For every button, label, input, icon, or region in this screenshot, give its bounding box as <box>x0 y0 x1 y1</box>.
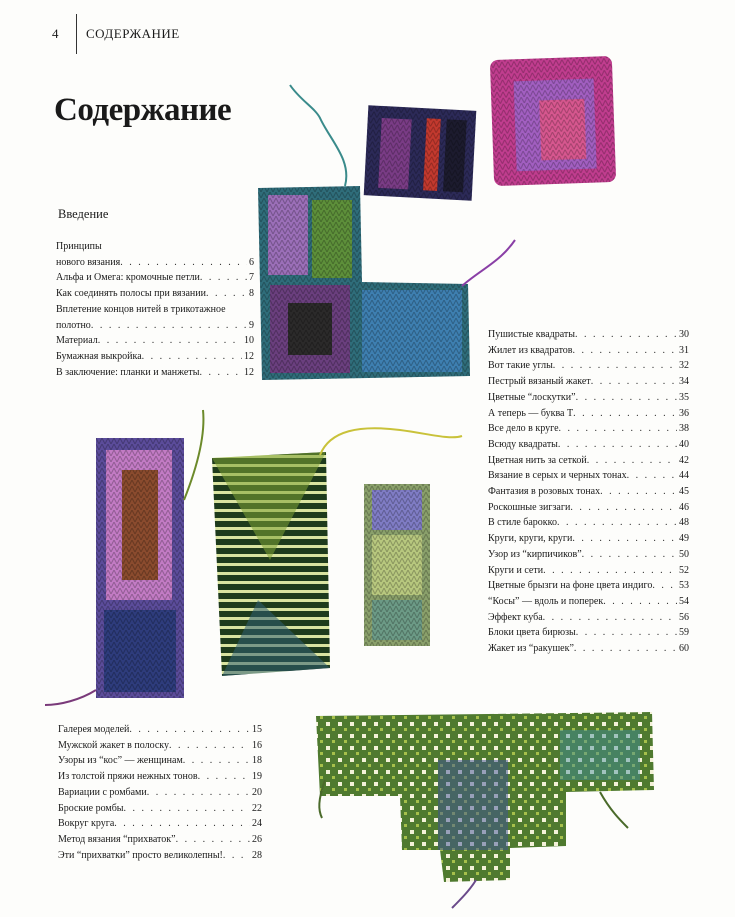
toc-entry-page: 8 <box>249 288 254 300</box>
toc-heading: Принципы <box>56 241 102 252</box>
toc-entry-page: 48 <box>679 517 689 529</box>
toc-entry-title: Вариации с ромбами <box>58 786 147 798</box>
toc-entry-page: 7 <box>249 272 254 284</box>
toc-entry-page: 10 <box>244 335 254 347</box>
toc-entry-title: Вокруг круга <box>58 818 115 830</box>
toc-entry-page: 53 <box>679 580 689 592</box>
toc-entry-title: Вязание в серых и черных тонах <box>488 470 627 482</box>
toc-entry-page: 49 <box>679 533 689 545</box>
toc-entry-page: 38 <box>679 423 689 435</box>
knit-sample-vertical-purple <box>45 410 203 705</box>
toc-entry-title: Как соединять полосы при вязании <box>56 288 206 300</box>
toc-entry-title: Цветные брызги на фоне цвета индиго <box>488 580 653 592</box>
toc-entry-title: Вплетение концов нитей в трикотажное <box>56 303 226 315</box>
toc-entry-page: 9 <box>249 319 254 331</box>
toc-entry-page: 15 <box>252 724 262 735</box>
toc-entry-title: Материал <box>56 335 98 347</box>
section-title: СОДЕРЖАНИЕ <box>86 26 180 41</box>
toc-entry-title: нового вязания <box>56 256 121 268</box>
toc-entry-title: Пушистые квадраты <box>488 329 575 340</box>
page-title: Содержание <box>54 92 232 128</box>
toc-entry-title: полотно <box>56 319 91 331</box>
toc-entry-page: 18 <box>252 755 262 767</box>
toc-entry-title: Узор из “кирпичиков” <box>488 548 582 560</box>
toc-entry-title: Всюду квадраты <box>488 438 558 450</box>
toc-entry-page: 19 <box>252 771 262 783</box>
toc-entry-page: 44 <box>679 470 689 482</box>
toc-entry-page: 59 <box>679 627 689 639</box>
page-number: 4 <box>52 26 59 41</box>
toc-entry-page: 28 <box>252 849 262 861</box>
toc-entry-title: Из толстой пряжи нежных тонов <box>58 771 198 783</box>
toc-entry-title: В заключение: планки и манжеты <box>56 366 200 378</box>
toc-entry-page: 26 <box>252 833 262 845</box>
toc-entry-page: 50 <box>679 548 689 560</box>
toc-entry-title: Броские ромбы <box>58 802 124 814</box>
toc-entry-page: 12 <box>244 350 254 362</box>
toc-entry-page: 54 <box>679 595 689 607</box>
toc-entry-page: 16 <box>252 739 262 751</box>
toc-entry-title: Блоки цвета бирюзы <box>488 627 576 639</box>
toc-entry-page: 45 <box>679 486 689 498</box>
toc-entry-title: Жилет из квадратов <box>488 344 573 356</box>
toc-entry-page: 30 <box>679 329 689 340</box>
toc-entry-page: 46 <box>679 501 689 513</box>
toc-entry-page: 40 <box>679 438 689 450</box>
toc-entry-page: 24 <box>252 818 262 830</box>
toc-entry-title: Круги, круги, круги <box>488 533 573 545</box>
knit-sample-narrow <box>364 484 430 646</box>
toc-entry-title: Альфа и Омега: кромочные петли <box>56 272 200 284</box>
toc-entry-page: 34 <box>679 376 689 388</box>
toc-entry-title: Вот такие углы <box>488 360 553 372</box>
toc-entry-page: 6 <box>249 256 254 268</box>
toc-entry-title: А теперь — буква Т <box>488 407 574 419</box>
toc-entry-title: Эффект куба <box>488 611 543 623</box>
toc-entry-title: Роскошные зигзаги <box>488 501 571 513</box>
toc-entry-page: 31 <box>679 344 689 356</box>
toc-entry-title: Бумажная выкройка <box>56 350 142 362</box>
toc-entry-title: Метод вязания “прихваток” <box>58 833 176 845</box>
toc-entry-title: Все дело в круге <box>488 423 559 435</box>
toc-entry-page: 60 <box>679 643 689 655</box>
knit-sample-garment <box>316 712 654 908</box>
toc-entry-title: Цветная нить за сеткой <box>488 454 587 466</box>
knit-sample-dark-square <box>364 105 477 201</box>
toc-entry-page: 32 <box>679 360 689 372</box>
toc-entry-title: Жакет из “ракушек” <box>488 643 574 655</box>
toc-entry-title: Круги и сети <box>488 564 544 576</box>
toc-entry-page: 22 <box>252 802 262 814</box>
toc-entry-title: Галерея моделей <box>58 724 130 735</box>
toc-entry-page: 42 <box>679 454 689 466</box>
toc-entry-page: 20 <box>252 786 262 798</box>
toc-entry-page: 12 <box>244 366 254 378</box>
toc-entry-title: Эти “прихватки” просто великолепны! <box>58 849 223 861</box>
toc-entry-title: “Косы” — вдоль и поперек <box>488 595 604 607</box>
toc-entry-page: 52 <box>679 564 689 576</box>
toc-entry-title: В стиле барокко <box>488 517 557 529</box>
toc-entry-title: Фантазия в розовых тонах <box>488 486 601 498</box>
toc-entry-title: Цветные “лоскутки” <box>488 391 576 403</box>
toc-entry-page: 56 <box>679 611 689 623</box>
toc-entry-page: 36 <box>679 407 689 419</box>
toc-entry-title: Узоры из “кос” — женщинам <box>58 755 183 767</box>
toc-entry-title: Мужской жакет в полоску <box>58 739 169 751</box>
intro-heading: Введение <box>58 207 109 221</box>
knit-sample-pink-square <box>490 56 616 186</box>
toc-entry-page: 35 <box>679 391 689 403</box>
toc-entry-title: Пестрый вязаный жакет <box>488 376 591 388</box>
